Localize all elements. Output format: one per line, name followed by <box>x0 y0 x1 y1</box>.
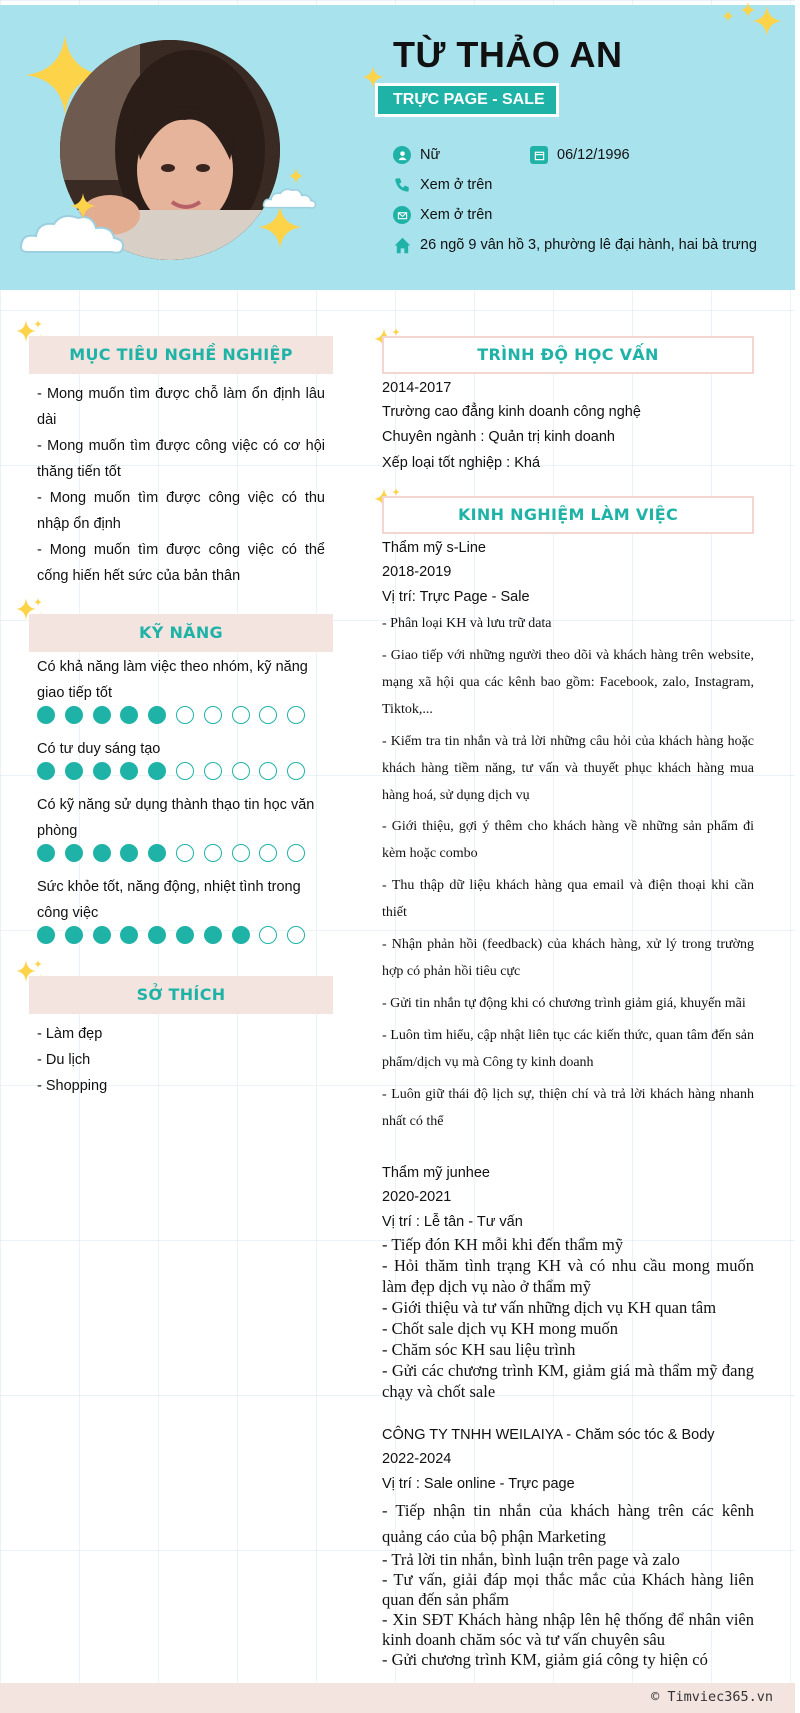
education-title: TRÌNH ĐỘ HỌC VẤN <box>382 336 754 374</box>
job-role: Vị trí : Lễ tân - Tư vấn <box>382 1214 523 1230</box>
phone-value: Xem ở trên <box>420 177 493 193</box>
job-duty: - Tư vấn, giải đáp mọi thắc mắc của Khách hàng liên quan đến sản phẩm <box>382 1570 754 1609</box>
skill-rating <box>37 706 315 724</box>
skill-rating <box>37 844 315 862</box>
skill-dot-filled <box>93 926 111 944</box>
address-row <box>393 236 757 254</box>
skill-dot-empty <box>287 706 305 724</box>
footer-copyright: © Timviec365.vn <box>651 1689 773 1705</box>
skill-dot-empty <box>232 844 250 862</box>
job-duties-block <box>382 1234 754 1402</box>
experience-title: KINH NGHIỆM LÀM VIỆC <box>382 496 754 534</box>
skill-dot-filled <box>148 706 166 724</box>
skill-dot-filled <box>93 706 111 724</box>
skill-dot-filled <box>120 926 138 944</box>
skill-rating <box>37 762 315 780</box>
skill-dot-filled <box>120 762 138 780</box>
skill-label: Có tư duy sáng tạo <box>37 741 161 757</box>
skill-dot-empty <box>259 926 277 944</box>
candidate-position-tag: TRỰC PAGE - SALE <box>375 83 559 117</box>
skill-dot-empty <box>259 844 277 862</box>
job-duty: - Chăm sóc KH sau liệu trình <box>382 1340 576 1359</box>
job-duty: - Xin SĐT Khách hàng nhập lên hệ thống để nhân viên kinh doanh chăm sóc và tư vấn chuyên sâu <box>382 1610 754 1649</box>
gender-row <box>393 146 440 164</box>
skill-dot-filled <box>93 844 111 862</box>
education-years: 2014-2017 <box>382 380 452 396</box>
skill-label: Có khả năng làm việc theo nhóm, kỹ năng giao tiếp tốt <box>37 659 308 701</box>
career-goal-item: - Mong muốn tìm được công việc có thu nhập ổn định <box>37 490 325 532</box>
education-grade: Xếp loại tốt nghiệp : Khá <box>382 455 541 471</box>
phone-icon <box>393 176 411 194</box>
job-duties-block <box>382 1550 754 1670</box>
skills-title: KỸ NĂNG <box>29 614 333 652</box>
career-goal-item: - Mong muốn tìm được công việc có thể cống hiến hết sức của bản thân <box>37 542 325 584</box>
footer-bar <box>0 1683 795 1713</box>
star-decoration-icon <box>288 168 304 184</box>
skill-dot-filled <box>65 844 83 862</box>
birthday-row <box>530 146 630 164</box>
job-duty: - Luôn giữ thái độ lịch sự, thiện chí và trả lời khách hàng nhanh nhất có thể <box>382 1087 754 1129</box>
skill-dot-filled <box>176 926 194 944</box>
skill-dot-empty <box>176 844 194 862</box>
job-years: 2018-2019 <box>382 564 452 580</box>
job-company: CÔNG TY TNHH WEILAIYA - Chăm sóc tóc & Body <box>382 1427 715 1443</box>
skill-dot-empty <box>204 706 222 724</box>
home-icon <box>393 236 411 254</box>
skill-dot-filled <box>37 762 55 780</box>
job-duty: - Chốt sale dịch vụ KH mong muốn <box>382 1319 619 1338</box>
job-duty: - Gửi các chương trình KM, giảm giá mà thẩm mỹ đang chạy và chốt sale <box>382 1361 754 1401</box>
skill-dot-filled <box>148 844 166 862</box>
cloud-decoration-icon <box>262 185 318 213</box>
skill-dot-filled <box>65 762 83 780</box>
skill-rating <box>37 926 315 944</box>
job-duty: - Nhận phản hồi (feedback) của khách hàng, xử lý trong trường hợp có phản hồi tiêu cực <box>382 937 754 979</box>
skill-dot-filled <box>120 844 138 862</box>
skill-dot-empty <box>204 844 222 862</box>
skill-dot-filled <box>148 762 166 780</box>
skill-dot-empty <box>287 762 305 780</box>
career-goal-item: - Mong muốn tìm được công việc có cơ hội thăng tiến tốt <box>37 438 325 480</box>
skill-dot-empty <box>232 706 250 724</box>
job-duty: - Gửi chương trình KM, giảm giá công ty hiện có <box>382 1650 708 1669</box>
skill-dot-empty <box>259 706 277 724</box>
job-duty: - Giới thiệu và tư vấn những dịch vụ KH quan tâm <box>382 1298 717 1317</box>
career-goal-title: MỤC TIÊU NGHỀ NGHIỆP <box>29 336 333 374</box>
star-decoration-icon <box>70 193 96 219</box>
job-duty: - Trả lời tin nhắn, bình luận trên page và zalo <box>382 1550 680 1569</box>
skill-dot-empty <box>259 762 277 780</box>
skill-dot-empty <box>287 844 305 862</box>
education-major: Chuyên ngành : Quản trị kinh doanh <box>382 429 615 445</box>
job-duty: - Giới thiệu, gợi ý thêm cho khách hàng về những sản phẩm đi kèm hoặc combo <box>382 819 754 861</box>
skill-dot-filled <box>232 926 250 944</box>
skill-label: Sức khỏe tốt, năng động, nhiệt tình trong công việc <box>37 879 301 921</box>
skill-dot-filled <box>120 706 138 724</box>
job-role: Vị trí : Sale online - Trực page <box>382 1476 575 1492</box>
email-value: Xem ở trên <box>420 207 493 223</box>
user-icon <box>393 146 411 164</box>
skill-dot-filled <box>204 926 222 944</box>
skill-dot-filled <box>65 926 83 944</box>
job-years: 2022-2024 <box>382 1451 452 1467</box>
hobby-item: - Làm đẹp <box>37 1026 103 1042</box>
envelope-icon <box>393 206 411 224</box>
skill-dot-empty <box>204 762 222 780</box>
email-row <box>393 206 492 224</box>
job-duty: - Phân loại KH và lưu trữ data <box>382 616 552 631</box>
skill-dot-empty <box>176 706 194 724</box>
job-duty: - Hỏi thăm tình trạng KH và có nhu cầu mong muốn làm đẹp dịch vụ nào ở thẩm mỹ <box>382 1256 754 1296</box>
job-duty: - Tiếp đón KH mỗi khi đến thẩm mỹ <box>382 1235 624 1254</box>
skill-dot-filled <box>37 844 55 862</box>
education-school: Trường cao đẳng kinh doanh công nghệ <box>382 404 641 420</box>
hobby-item: - Shopping <box>37 1078 108 1094</box>
job-duty: - Kiểm tra tin nhắn và trả lời những câu hỏi của khách hàng hoặc khách hàng tiềm năng, tư vấn và thuyết phục khách hàng mua hàng hoá, sử dụng dịch vụ <box>382 734 754 803</box>
star-decoration-icon <box>752 6 782 36</box>
job-years: 2020-2021 <box>382 1189 452 1205</box>
phone-row <box>393 176 492 194</box>
address-value: 26 ngõ 9 vân hồ 3, phường lê đại hành, hai bà trưng <box>420 237 757 253</box>
skill-dot-empty <box>287 926 305 944</box>
hobby-item: - Du lịch <box>37 1052 91 1068</box>
skill-dot-filled <box>65 706 83 724</box>
job-company: Thẩm mỹ junhee <box>382 1165 490 1181</box>
star-decoration-icon <box>740 2 756 18</box>
job-duty: - Tiếp nhận tin nhắn của khách hàng trên các kênh quảng cáo của bộ phận Marketing <box>382 1501 754 1546</box>
calendar-icon <box>530 146 548 164</box>
job-duty: - Gửi tin nhắn tự động khi có chương trình giảm giá, khuyến mãi <box>382 996 746 1011</box>
job-role: Vị trí: Trực Page - Sale <box>382 589 530 605</box>
gender-value: Nữ <box>420 147 441 163</box>
skill-dot-filled <box>148 926 166 944</box>
header-scallop-edge <box>0 265 795 305</box>
skill-dot-filled <box>93 762 111 780</box>
hobbies-title: SỞ THÍCH <box>29 976 333 1014</box>
job-company: Thẩm mỹ s-Line <box>382 540 486 556</box>
job-duty: - Luôn tìm hiểu, cập nhật liên tục các kiến thức, quan tâm đến sản phẩm/dịch vụ mà Công ty kinh doanh <box>382 1028 754 1070</box>
job-duty: - Giao tiếp với những người theo dõi và khách hàng trên website, mạng xã hội qua các kênh bao gồm: Facebook, zalo, Instagram, Tiktok,... <box>382 648 754 717</box>
skill-dot-empty <box>176 762 194 780</box>
career-goal-item: - Mong muốn tìm được chỗ làm ổn định lâu dài <box>37 386 325 428</box>
skill-label: Có kỹ năng sử dụng thành thạo tin học văn phòng <box>37 797 315 839</box>
birthday-value: 06/12/1996 <box>557 147 630 163</box>
skill-dot-filled <box>37 926 55 944</box>
skill-dot-filled <box>37 706 55 724</box>
skill-dot-empty <box>232 762 250 780</box>
star-decoration-icon <box>722 10 734 22</box>
job-duty: - Thu thập dữ liệu khách hàng qua email và điện thoại khi cần thiết <box>382 878 754 920</box>
candidate-name: TỪ THẢO AN <box>393 34 623 75</box>
